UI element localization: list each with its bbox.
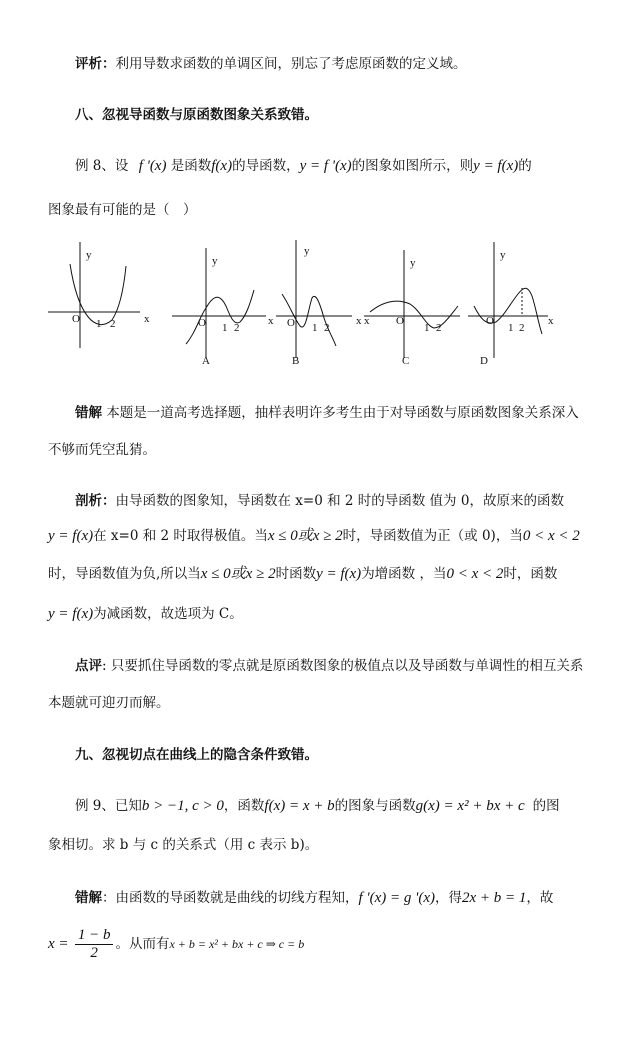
tick-2: 2	[324, 322, 330, 334]
tick-2: 2	[234, 322, 240, 334]
fraction-denominator: 2	[90, 945, 98, 961]
math-x-equals: x =	[48, 936, 69, 952]
text: ：由函数的导函数就是曲线的切线方程知，	[102, 890, 359, 906]
graph-option-b	[276, 240, 352, 358]
text: 时，导函数值为正（或 0)，当	[342, 528, 523, 544]
graph-derivative	[48, 242, 140, 348]
text: 时，函数	[503, 566, 558, 582]
math-f: f(x)	[211, 158, 233, 174]
origin-label: O	[287, 317, 295, 329]
example-9-line2: 象相切。求 b 与 c 的关系式（用 c 表示 b)。	[48, 837, 319, 853]
text: 的图	[532, 798, 560, 814]
tick-2: 2	[519, 322, 525, 334]
text: 时函数	[275, 566, 317, 582]
option-label-a: A	[202, 355, 210, 367]
text: ，函数	[223, 798, 265, 814]
text: 的	[518, 158, 532, 174]
analysis-8-line3	[48, 564, 615, 584]
analysis-8-line2	[48, 526, 615, 546]
wrong-label: 错解	[75, 890, 102, 906]
wrong-solution-8-line2: 不够而凭空乱猜。	[48, 442, 156, 458]
text: 为减函数，故选项为 C。	[93, 606, 243, 622]
comment-8-line2: 本题就可迎刃而解。	[48, 695, 170, 711]
text: ，得	[435, 890, 463, 906]
math-fx: f(x) = x + b	[264, 798, 335, 814]
origin-label: O	[486, 315, 494, 327]
graph-option-d	[468, 242, 548, 358]
example-8-line2: 图象最有可能的是（ ）	[48, 202, 197, 218]
math-y-fprime: y = f '(x)	[299, 158, 352, 174]
text: 是函数	[170, 158, 212, 174]
analysis-label: 剖析：	[75, 493, 116, 509]
axis-label-x: x	[268, 315, 274, 327]
text: 的图象与函数	[334, 798, 416, 814]
tick-1: 1	[312, 322, 318, 334]
math-y-f: y = f(x)	[48, 606, 94, 622]
math-equation: f '(x) = g '(x)	[358, 890, 436, 906]
fraction	[75, 927, 114, 962]
analysis-8-line4	[48, 604, 615, 624]
text: ，故	[526, 890, 554, 906]
math-condition: b > −1, c > 0	[141, 798, 224, 814]
axis-label-y: y	[410, 257, 416, 269]
wrong-solution-8-line1	[75, 403, 615, 423]
math-y-f: y = f(x)	[316, 566, 362, 582]
tick-2: 2	[436, 322, 442, 334]
tick-1: 1	[96, 318, 102, 330]
axis-label-y: y	[304, 245, 310, 257]
option-label-b: B	[292, 355, 300, 367]
graph-option-a	[172, 248, 266, 358]
option-label-d: D	[480, 355, 488, 367]
text: 的图象如图所示，则	[351, 158, 474, 174]
math-fprime: f '(x)	[138, 158, 167, 174]
math-y-f: y = f(x)	[473, 158, 519, 174]
math-inequality: 0 < x < 2	[446, 566, 504, 582]
math-inequality: x ≤ 0或x ≥ 2	[267, 528, 343, 544]
axis-label-x: x	[356, 315, 362, 327]
origin-label: O	[72, 313, 80, 325]
text: 的导函数，	[232, 158, 300, 174]
text: 时，导函数值为负,所以当	[48, 566, 201, 582]
math-equation: 2x + b = 1	[462, 890, 527, 906]
text: 在 x=0 和 2 时取得极值。当	[93, 528, 268, 544]
text: 为增函数 ，当	[361, 566, 447, 582]
example-8-line1	[75, 156, 615, 176]
axis-label-y: y	[500, 249, 506, 261]
tick-1: 1	[508, 322, 514, 334]
math-y-f: y = f(x)	[48, 528, 94, 544]
origin-label: O	[396, 315, 404, 327]
tick-1: 1	[222, 322, 228, 334]
analysis-label: 评析：	[75, 56, 116, 72]
axis-label-y: y	[212, 255, 218, 267]
wrong-solution-9-line2	[48, 926, 615, 962]
origin-label: O	[198, 317, 206, 329]
math-inequality: x ≤ 0或x ≥ 2	[200, 566, 276, 582]
fraction-numerator: 1 − b	[75, 927, 114, 945]
wrong-label: 错解	[75, 405, 102, 421]
text: 本题是一道高考选择题，抽样表明许多考生由于对导函数与原函数图象关系深入	[102, 405, 579, 421]
wrong-solution-9-line1	[75, 888, 615, 908]
text: 。从而有	[115, 936, 170, 952]
tick-1: 1	[424, 322, 430, 334]
math-equation: x + b = x² + bx + c ⇒ c = b	[169, 937, 305, 951]
option-label-c: C	[402, 355, 410, 367]
example-9-prefix: 例 9、已知	[75, 798, 142, 814]
example-9-line1	[75, 796, 615, 816]
text: : 只要抓住导函数的零点就是原函数图象的极值点以及导函数与单调性的相互关系	[102, 658, 584, 674]
math-inequality: 0 < x < 2	[522, 528, 580, 544]
section-8-title: 八、忽视导函数与原函数图象关系致错。	[75, 107, 318, 123]
comment-label: 点评	[75, 658, 102, 674]
analysis-line	[75, 54, 615, 74]
math-gx: g(x) = x² + bx + c	[415, 798, 525, 814]
analysis-text: 利用导数求函数的单调区间，别忘了考虑原函数的定义域。	[115, 56, 467, 72]
analysis-8-line1	[75, 491, 615, 511]
section-9-title: 九、忽视切点在曲线上的隐含条件致错。	[75, 747, 318, 763]
axis-label-x: x	[364, 315, 370, 327]
text: 由导函数的图象知，导函数在 x=0 和 2 时的导函数 值为 0，故原来的函数	[115, 493, 564, 509]
axis-label-y: y	[86, 249, 92, 261]
graphs-figure	[0, 236, 643, 376]
tick-2: 2	[110, 318, 116, 330]
axis-label-x: x	[548, 315, 554, 327]
axis-label-x: x	[144, 313, 150, 325]
example-8-prefix: 例 8、设	[75, 158, 129, 174]
comment-8-line1	[75, 656, 615, 676]
